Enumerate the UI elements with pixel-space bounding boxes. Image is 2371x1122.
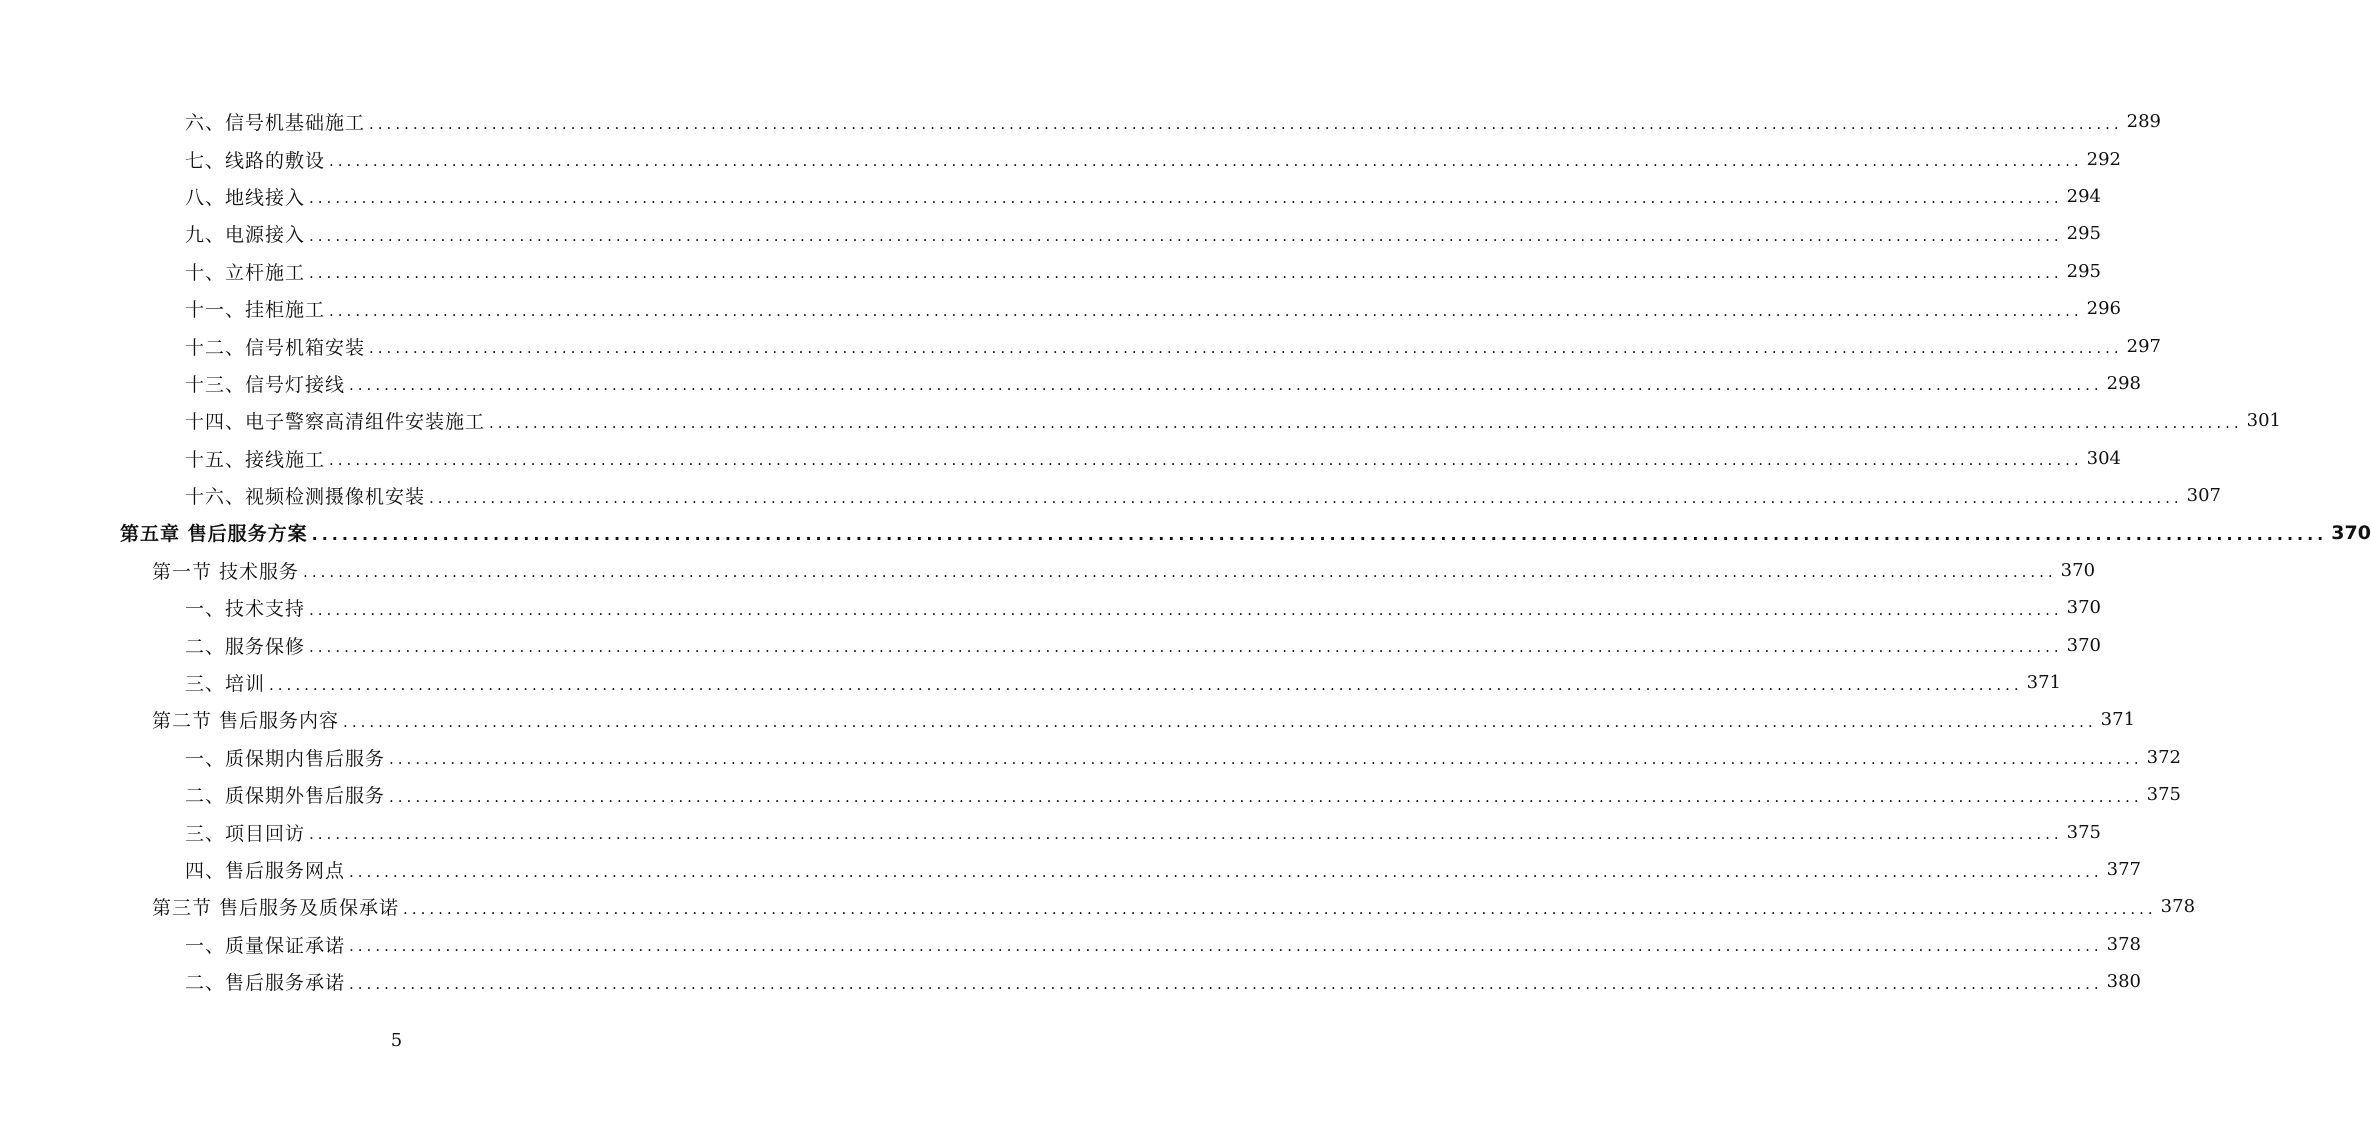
dot-leader: ........................................................................................................................................................................................................ — [309, 638, 2063, 657]
toc-subsection-entry[interactable] — [0, 926, 2141, 963]
toc-entry-title: 第五章 售后服务方案 — [120, 523, 308, 546]
toc-entry-page-number: 378 — [2106, 933, 2141, 955]
toc-entry-title: 十四、电子警察高清组件安装施工 — [185, 411, 486, 434]
toc-entry-page-number: 301 — [2246, 410, 2281, 432]
toc-entry-title: 十二、信号机箱安装 — [185, 336, 366, 359]
toc-subsection-entry[interactable] — [0, 365, 2141, 402]
toc-entry-title: 第三节 售后服务及质保承诺 — [152, 897, 400, 920]
table-of-contents — [0, 103, 2371, 1000]
dot-leader: ........................................................................................................................................................................................................ — [309, 600, 2063, 619]
toc-subsection-entry[interactable] — [0, 440, 2121, 477]
toc-subsection-entry[interactable] — [0, 851, 2141, 888]
toc-entry-title: 十五、接线施工 — [185, 448, 326, 471]
toc-section-entry[interactable] — [0, 552, 2096, 589]
toc-entry-title: 四、售后服务网点 — [185, 860, 346, 882]
dot-leader: ........................................................................................................................................................................................................ — [309, 226, 2063, 245]
dot-leader: ........................................................................................................................................................................................................ — [369, 339, 2123, 358]
dot-leader: ........................................................................................................................................................................................................ — [303, 563, 2057, 582]
toc-section-entry[interactable] — [0, 888, 2196, 925]
dot-leader: ........................................................................................................................................................................................................ — [269, 675, 2023, 694]
toc-entry-title: 十三、信号灯接线 — [185, 373, 346, 396]
toc-entry-page-number: 375 — [2066, 821, 2101, 843]
toc-entry-page-number: 375 — [2146, 784, 2181, 806]
toc-subsection-entry[interactable] — [0, 739, 2181, 776]
toc-entry-title: 二、售后服务承诺 — [185, 972, 346, 995]
toc-entry-page-number: 370 — [2066, 597, 2101, 619]
dot-leader: ........................................................................................................................................................................................................ — [369, 114, 2123, 133]
toc-entry-title: 六、信号机基础施工 — [185, 112, 366, 135]
dot-leader: ........................................................................................................................................................................................................ — [349, 376, 2103, 395]
toc-entry-page-number: 372 — [2146, 746, 2181, 768]
toc-subsection-entry[interactable] — [0, 327, 2161, 364]
toc-entry-title: 三、培训 — [185, 673, 266, 696]
toc-entry-page-number: 370 — [2331, 521, 2371, 544]
toc-entry-page-number: 296 — [2086, 298, 2121, 320]
toc-subsection-entry[interactable] — [0, 589, 2101, 626]
toc-entry-title: 二、服务保修 — [185, 635, 306, 658]
toc-subsection-entry[interactable] — [0, 664, 2061, 701]
dot-leader: ........................................................................................................................................................................................................ — [489, 413, 2243, 432]
toc-entry-title: 七、线路的敷设 — [185, 149, 326, 172]
dot-leader: ........................................................................................................................................................................................................ — [343, 712, 2097, 731]
toc-subsection-entry[interactable] — [0, 626, 2101, 663]
toc-entry-title: 三、项目回访 — [185, 822, 306, 845]
toc-section-entry[interactable] — [0, 701, 2136, 738]
toc-entry-title: 第一节 技术服务 — [152, 560, 300, 583]
toc-entry-page-number: 370 — [2066, 634, 2101, 656]
toc-entry-page-number: 380 — [2106, 971, 2141, 993]
dot-leader: ........................................................................................................................................................................................................ — [389, 787, 2143, 806]
dot-leader: ........................................................................................................................................................................................................ — [309, 264, 2063, 283]
toc-subsection-entry[interactable] — [0, 813, 2101, 850]
toc-chapter-entry[interactable] — [0, 514, 2371, 551]
toc-entry-page-number: 297 — [2126, 335, 2161, 357]
page-number: 5 — [390, 1030, 403, 1051]
toc-subsection-entry[interactable] — [0, 963, 2141, 1000]
dot-leader: ........................................................................................................................................................................................................ — [329, 301, 2083, 320]
toc-entry-title: 十六、视频检测摄像机安装 — [185, 486, 426, 509]
dot-leader: ........................................................................................................................................................................................................ — [309, 189, 2063, 208]
toc-subsection-entry[interactable] — [0, 140, 2121, 177]
toc-subsection-entry[interactable] — [0, 402, 2281, 439]
toc-entry-title: 第二节 售后服务内容 — [152, 710, 340, 733]
toc-entry-title: 一、质量保证承诺 — [185, 934, 346, 957]
toc-subsection-entry[interactable] — [0, 477, 2221, 514]
toc-entry-title: 九、电源接入 — [185, 224, 306, 247]
dot-leader: ........................................................................................................................................................................................................ — [329, 451, 2083, 470]
toc-entry-page-number: 304 — [2086, 447, 2121, 469]
toc-subsection-entry[interactable] — [0, 103, 2161, 140]
toc-entry-page-number: 370 — [2060, 559, 2096, 581]
toc-subsection-entry[interactable] — [0, 178, 2101, 215]
toc-entry-title: 十一、挂柜施工 — [185, 299, 326, 322]
dot-leader: ........................................................................................................................................................................................................ — [429, 488, 2183, 507]
dot-leader: ........................................................................................................................................................................................................ — [311, 525, 2328, 545]
toc-entry-page-number: 295 — [2066, 260, 2101, 282]
toc-subsection-entry[interactable] — [0, 253, 2101, 290]
toc-entry-title: 一、质保期内售后服务 — [185, 747, 386, 770]
dot-leader: ........................................................................................................................................................................................................ — [349, 862, 2103, 881]
toc-subsection-entry[interactable] — [0, 776, 2181, 813]
dot-leader: ........................................................................................................................................................................................................ — [349, 974, 2103, 993]
toc-entry-page-number: 289 — [2126, 111, 2161, 133]
toc-subsection-entry[interactable] — [0, 290, 2121, 327]
toc-entry-page-number: 371 — [2026, 672, 2061, 694]
toc-entry-page-number: 295 — [2066, 223, 2101, 245]
dot-leader: ........................................................................................................................................................................................................ — [403, 899, 2157, 918]
toc-entry-page-number: 294 — [2066, 185, 2101, 207]
toc-subsection-entry[interactable] — [0, 215, 2101, 252]
dot-leader: ........................................................................................................................................................................................................ — [349, 937, 2103, 956]
dot-leader: ........................................................................................................................................................................................................ — [329, 152, 2083, 171]
toc-entry-page-number: 377 — [2106, 859, 2141, 880]
toc-entry-page-number: 378 — [2160, 896, 2196, 918]
dot-leader: ........................................................................................................................................................................................................ — [309, 825, 2063, 844]
toc-entry-page-number: 371 — [2100, 709, 2136, 731]
toc-entry-page-number: 307 — [2186, 485, 2221, 507]
dot-leader: ........................................................................................................................................................................................................ — [389, 750, 2143, 769]
toc-entry-title: 二、质保期外售后服务 — [185, 785, 386, 808]
toc-entry-page-number: 292 — [2086, 148, 2121, 170]
toc-entry-title: 十、立杆施工 — [185, 261, 306, 284]
toc-entry-title: 一、技术支持 — [185, 598, 306, 621]
toc-entry-page-number: 298 — [2106, 372, 2141, 394]
toc-entry-title: 八、地线接入 — [185, 186, 306, 209]
